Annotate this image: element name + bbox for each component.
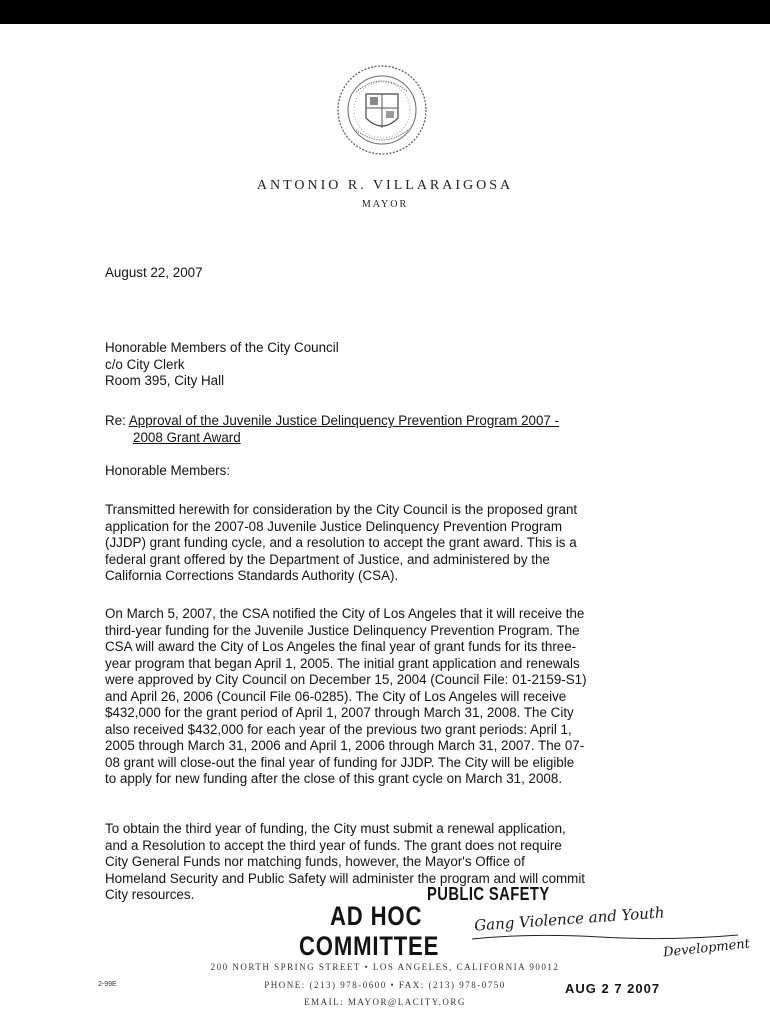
committee-stamp: COMMITTEE xyxy=(299,931,440,961)
re-subject-line1: Approval of the Juvenile Justice Delinquency Prevention Program 2007 - xyxy=(128,413,560,428)
text-line: to apply for new funding after the close of this grant cycle on March 31, 2008. xyxy=(105,771,563,786)
text-line: and a Resolution to accept the third year of funds. The grant does not require xyxy=(105,837,562,853)
paragraph-2 xyxy=(105,606,653,788)
mayor-name: ANTONIO R. VILLARAIGOSA xyxy=(256,178,514,193)
subject-line xyxy=(105,413,625,446)
city-seal-icon xyxy=(336,62,428,158)
text-line: Homeland Security and Public Safety will administer the program and will commit xyxy=(105,870,586,886)
handwritten-note-line1: Gang Violence and Youth xyxy=(473,903,666,935)
paragraph-1 xyxy=(105,502,653,585)
text-line: also received $432,000 for each year of the previous two grant periods: April 1, xyxy=(105,721,572,737)
recipient-line: c/o City Clerk xyxy=(105,356,185,372)
text-line: 2005 through March 31, 2006 and April 1, 2006 through March 31, 2007. The 07- xyxy=(105,738,585,753)
text-line: 08 grant will close-out the final year of funding for JJDP. The City will be eligible xyxy=(105,754,575,770)
recipient-line: Room 395, City Hall xyxy=(105,373,225,388)
text-line: To obtain the third year of funding, the City must submit a renewal application, xyxy=(105,821,566,836)
salutation: Honorable Members: xyxy=(105,463,231,478)
text-line: were approved by City Council on December 15, 2004 (Council File: 01-2159-S1) xyxy=(105,672,587,687)
text-line: third-year funding for the Juvenile Justice Delinquency Prevention Program. The xyxy=(105,622,580,638)
recipient-address xyxy=(105,340,339,390)
text-line: year program that began April 1, 2005. The initial grant application and renewals xyxy=(105,655,580,671)
text-line: federal grant offered by the Department of Justice, and administered by the xyxy=(105,551,550,567)
received-date-stamp: AUG 2 7 2007 xyxy=(565,981,661,996)
text-line: City resources. xyxy=(105,887,195,902)
text-line: City General Funds nor matching funds, however, the Mayor's Office of xyxy=(105,854,525,869)
text-line: $432,000 for the grant period of April 1, 2007 through March 31, 2008. The City xyxy=(105,705,574,720)
footer-address: 200 NORTH SPRING STREET • LOS ANGELES, CALIFORNIA 90012 xyxy=(210,962,560,972)
re-label: Re: xyxy=(105,413,126,428)
mayor-title: MAYOR xyxy=(361,199,409,210)
text-line: Transmitted herewith for consideration by the City Council is the proposed grant xyxy=(105,502,578,517)
re-subject-line2: 2008 Grant Award xyxy=(133,429,241,445)
letter-date: August 22, 2007 xyxy=(105,265,203,280)
form-code: 2-99E xyxy=(98,981,117,988)
footer-email: EMAIL: MAYOR@LACITY.ORG xyxy=(304,997,466,1007)
recipient-line: Honorable Members of the City Council xyxy=(105,340,339,355)
text-line: and April 26, 2006 (Council File 06-0285). The City of Los Angeles will receive xyxy=(105,688,567,704)
handwritten-note-line2: Development xyxy=(662,936,751,961)
text-line: On March 5, 2007, the CSA notified the City of Los Angeles that it will receive the xyxy=(105,606,585,621)
text-line: CSA will award the City of Los Angeles the final year of grant funds for its three- xyxy=(105,639,577,654)
text-line: application for the 2007-08 Juvenile Justice Delinquency Prevention Program xyxy=(105,518,563,534)
scan-top-bar xyxy=(0,0,770,24)
text-line: (JJDP) grant funding cycle, and a resolution to accept the grant award. This is a xyxy=(105,535,577,550)
footer-phone-fax: PHONE: (213) 978-0600 • FAX: (213) 978-0750 xyxy=(264,980,506,990)
text-line: California Corrections Standards Authority (CSA). xyxy=(105,568,399,583)
ad-hoc-stamp: AD HOC xyxy=(330,901,423,931)
paragraph-3 xyxy=(105,821,653,904)
public-safety-stamp: PUBLIC SAFETY xyxy=(427,884,550,904)
